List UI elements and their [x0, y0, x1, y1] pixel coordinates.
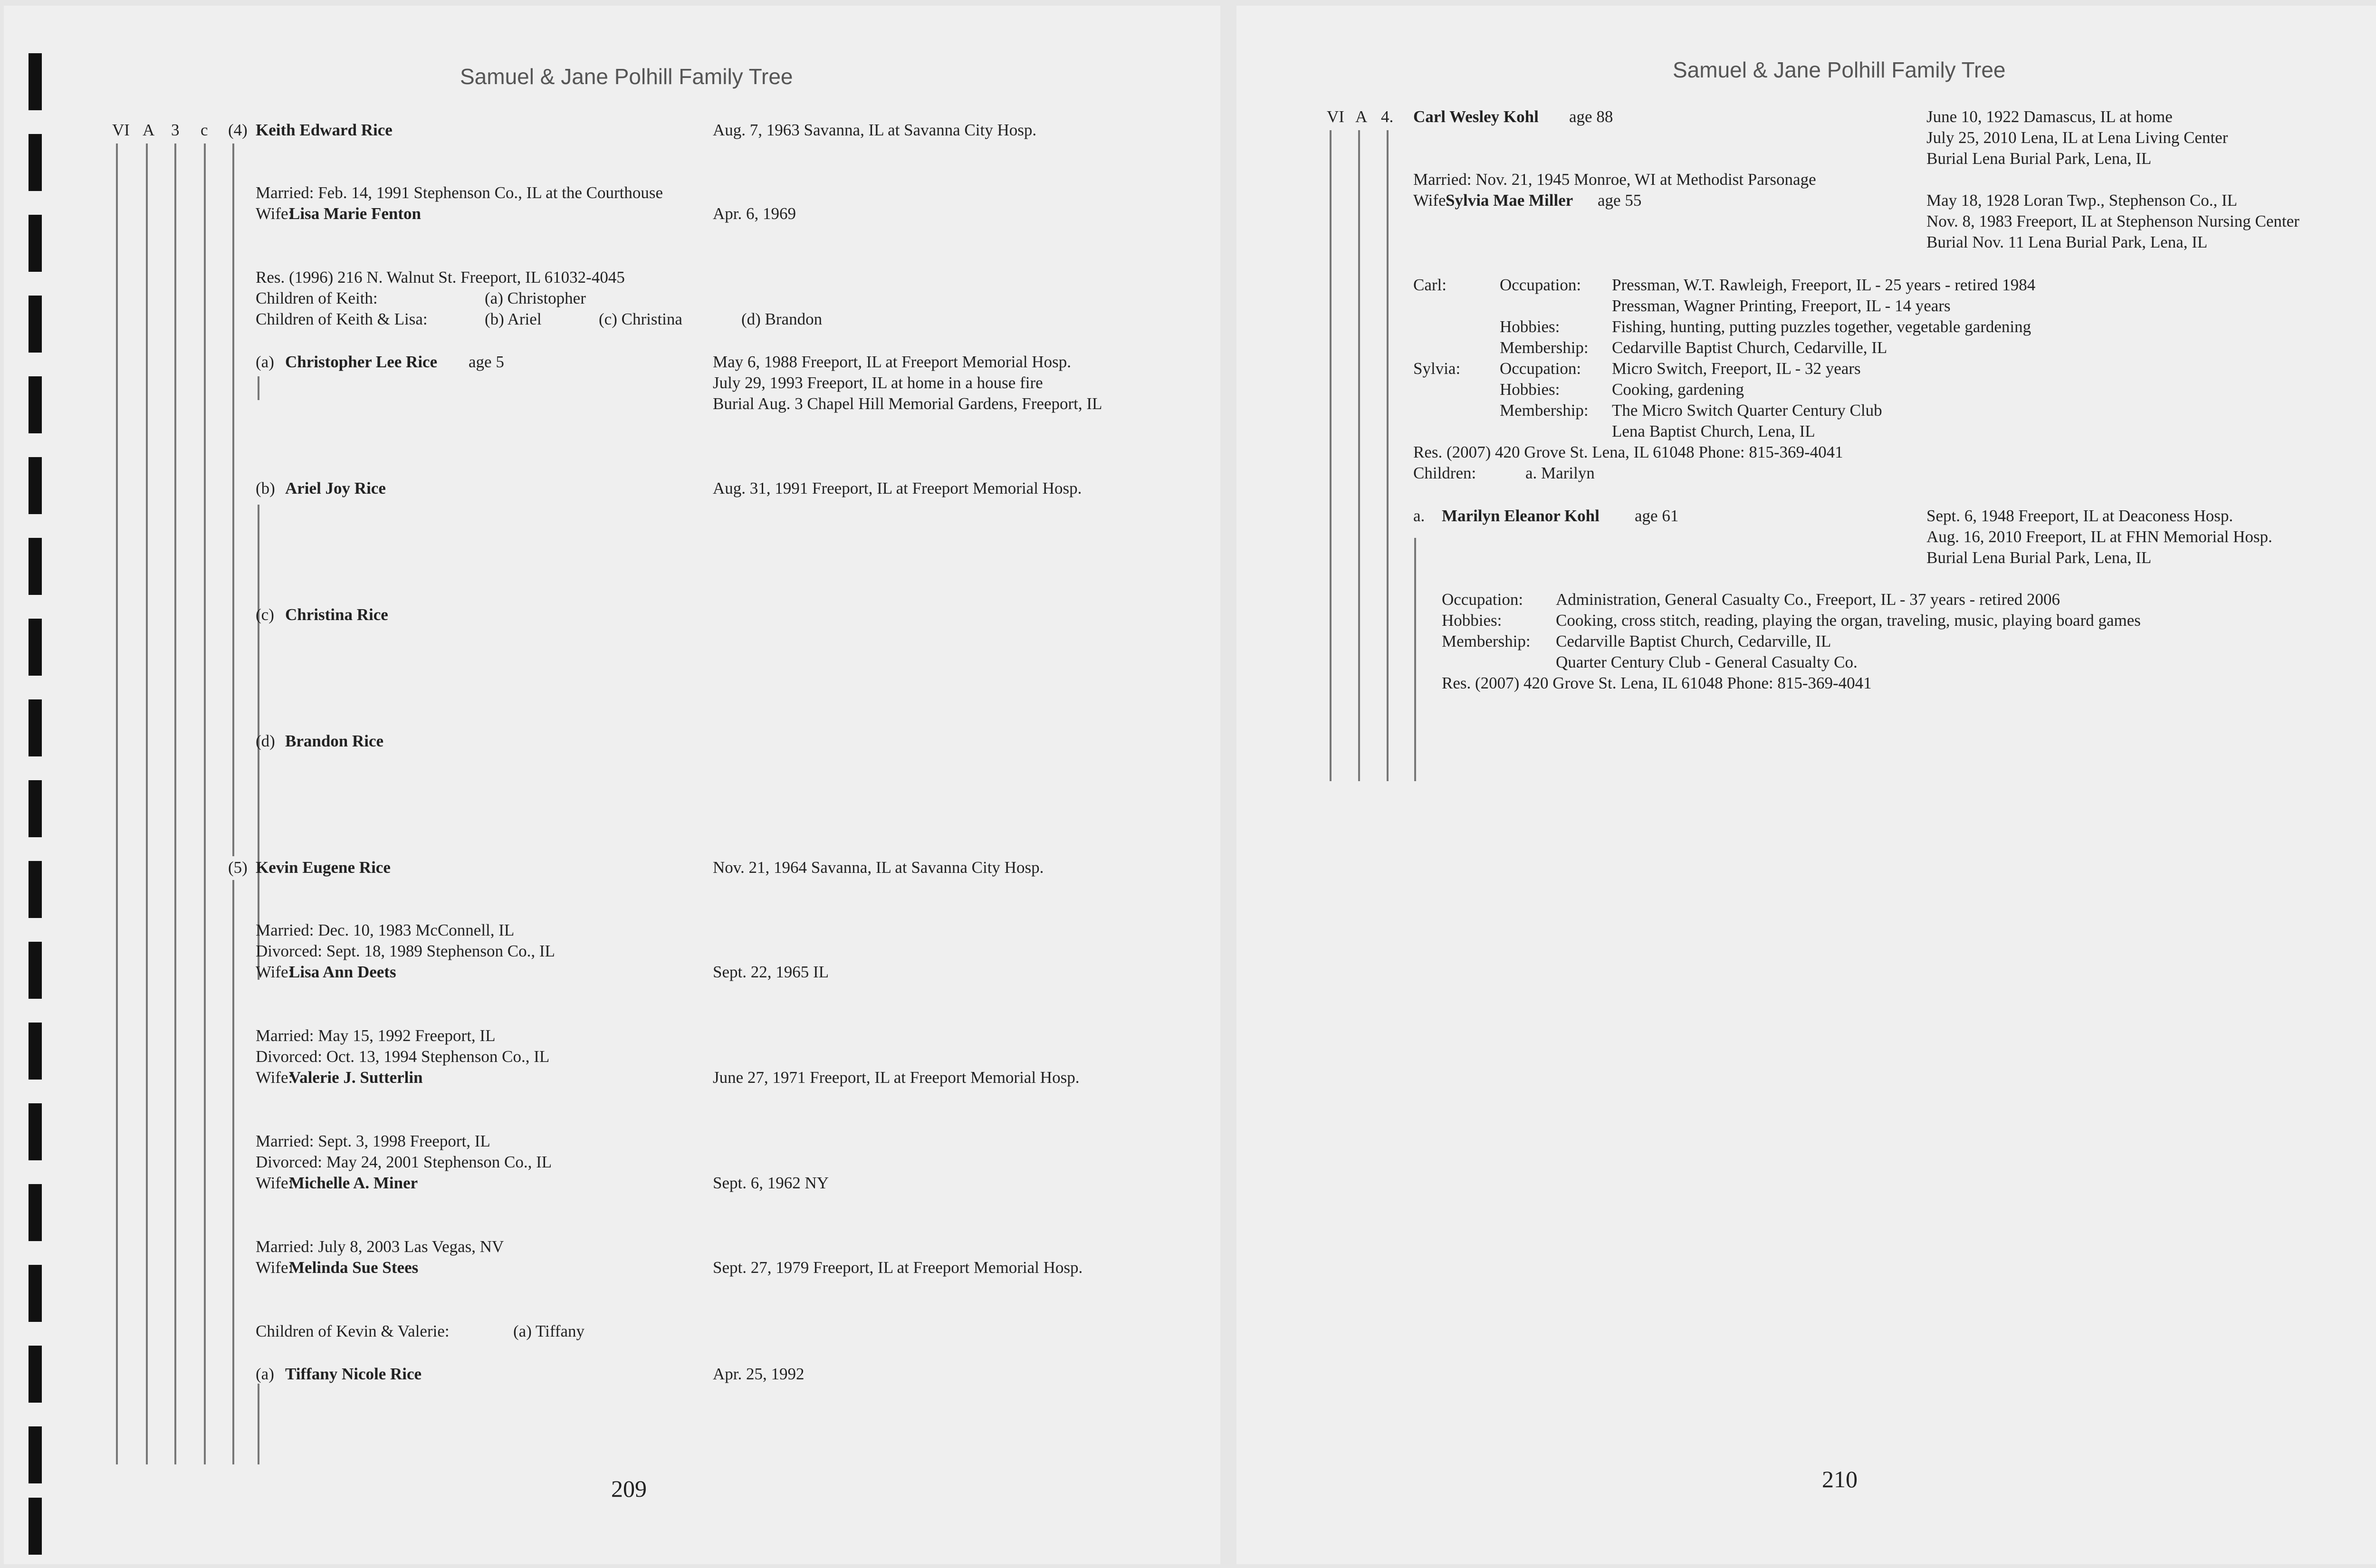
wife-name: Melinda Sue Stees [289, 1258, 419, 1277]
binding-hole [29, 780, 42, 837]
wife-name: Lisa Ann Deets [289, 963, 396, 981]
child-label: (a) [256, 353, 274, 371]
descent-line [1330, 130, 1332, 781]
binding-hole [29, 1426, 42, 1483]
hobbies: Fishing, hunting, putting puzzles together, vegetable gardening [1612, 317, 2031, 336]
child-ref: (a) Tiffany [513, 1322, 585, 1340]
person-name: Ariel Joy Rice [285, 479, 386, 497]
death-info: July 29, 1993 Freeport, IL at home in a house fire [713, 373, 1043, 392]
birth-info: June 10, 1922 Damascus, IL at home [1926, 107, 2173, 126]
person-number: (5) [228, 858, 248, 877]
burial-info: Burial Lena Burial Park, Lena, IL [1926, 149, 2152, 168]
divorce-info: Divorced: Sept. 18, 1989 Stephenson Co., IL [256, 942, 555, 960]
wife-birth: Sept. 27, 1979 Freeport, IL at Freeport Memorial Hosp. [713, 1258, 1083, 1277]
page-title: Samuel & Jane Polhill Family Tree [460, 64, 793, 89]
descent-line [116, 143, 118, 1464]
wife-birth: June 27, 1971 Freeport, IL at Freeport Memorial Hosp. [713, 1068, 1080, 1087]
binding-hole [29, 53, 42, 110]
marriage-info: Married: Sept. 3, 1998 Freeport, IL [256, 1132, 490, 1150]
death-info: Aug. 16, 2010 Freeport, IL at FHN Memorial Hosp. [1926, 527, 2272, 546]
wife-birth: Apr. 6, 1969 [713, 204, 796, 223]
binding-hole [29, 457, 42, 514]
membership: The Micro Switch Quarter Century Club [1612, 401, 1882, 420]
marriage-info: Married: Dec. 10, 1983 McConnell, IL [256, 921, 515, 939]
occupation: Pressman, Wagner Printing, Freeport, IL - 14 years [1612, 296, 1951, 315]
wife-label: Wife: [256, 1174, 293, 1192]
burial-info: Burial Lena Burial Park, Lena, IL [1926, 548, 2152, 567]
birth-info: May 6, 1988 Freeport, IL at Freeport Memorial Hosp. [713, 353, 1071, 371]
hobbies-label: Hobbies: [1442, 611, 1502, 630]
person-label: Carl: [1413, 276, 1447, 294]
death-info: Nov. 8, 1983 Freeport, IL at Stephenson Nursing Center [1926, 212, 2299, 230]
birth-info: Apr. 25, 1992 [713, 1365, 805, 1383]
wife-label: Wife: [256, 1258, 293, 1277]
hobbies-label: Hobbies: [1500, 317, 1560, 336]
descent-line [204, 143, 206, 1464]
wife-name: Michelle A. Miner [289, 1174, 418, 1192]
wife-label: Wife: [256, 1068, 293, 1087]
wife-birth: Sept. 6, 1962 NY [713, 1174, 829, 1192]
descent-line [232, 143, 234, 856]
child-ref: a. Marilyn [1525, 464, 1595, 482]
membership-label: Membership: [1500, 401, 1589, 420]
binding-hole [29, 1023, 42, 1080]
wife-label: Wife: [256, 204, 293, 223]
page-title: Samuel & Jane Polhill Family Tree [1673, 57, 2006, 82]
binding-hole [29, 538, 42, 595]
age: age 55 [1598, 191, 1642, 210]
hobbies: Cooking, cross stitch, reading, playing the organ, traveling, music, playing board games [1556, 611, 2141, 630]
binding-hole [29, 861, 42, 918]
page-number: 209 [611, 1475, 647, 1502]
death-info: July 25, 2010 Lena, IL at Lena Living Center [1926, 128, 2228, 147]
age: age 61 [1635, 507, 1679, 525]
person-name: Marilyn Eleanor Kohl [1442, 507, 1600, 525]
person-name: Carl Wesley Kohl [1413, 107, 1539, 126]
person-name: Brandon Rice [285, 732, 384, 750]
hobbies: Cooking, gardening [1612, 380, 1744, 399]
marriage-info: Married: May 15, 1992 Freeport, IL [256, 1026, 496, 1045]
gen-label-3: 3 [171, 121, 180, 139]
child-ref: (d) Brandon [741, 310, 823, 328]
child-label: (a) [256, 1365, 274, 1383]
occupation: Micro Switch, Freeport, IL - 32 years [1612, 359, 1861, 378]
person-name: Tiffany Nicole Rice [285, 1365, 422, 1383]
descent-line [1387, 130, 1389, 781]
membership: Quarter Century Club - General Casualty Co. [1556, 653, 1858, 671]
residence: Res. (1996) 216 N. Walnut St. Freeport, IL 61032-4045 [256, 268, 625, 287]
gen-label-a: A [1355, 107, 1368, 126]
children-label: Children of Keith & Lisa: [256, 310, 428, 328]
children-label: Children of Keith: [256, 289, 378, 307]
binding-hole [29, 134, 42, 191]
child-ref: (a) Christopher [485, 289, 586, 307]
binding-hole [29, 1265, 42, 1322]
membership-label: Membership: [1500, 338, 1589, 357]
age: age 88 [1569, 107, 1613, 126]
membership: Lena Baptist Church, Lena, IL [1612, 422, 1815, 440]
gen-label-c: c [201, 121, 208, 139]
occupation-label: Occupation: [1442, 590, 1523, 609]
wife-label: Wife: [1413, 191, 1451, 210]
birth-info: Aug. 7, 1963 Savanna, IL at Savanna City Hosp. [713, 121, 1037, 139]
child-label: (d) [256, 732, 275, 750]
gen-label-vi: VI [1327, 107, 1344, 126]
gen-label-4: 4. [1381, 107, 1394, 126]
binding-hole [29, 1346, 42, 1403]
hobbies-label: Hobbies: [1500, 380, 1560, 399]
child-label: (c) [256, 605, 274, 624]
binding-hole [29, 1103, 42, 1160]
page-210 [1236, 6, 2376, 1564]
birth-info: Aug. 31, 1991 Freeport, IL at Freeport Memorial Hosp. [713, 479, 1082, 497]
membership: Cedarville Baptist Church, Cedarville, IL [1612, 338, 1887, 357]
occupation: Pressman, W.T. Rawleigh, Freeport, IL - 25 years - retired 1984 [1612, 276, 2036, 294]
birth-info: May 18, 1928 Loran Twp., Stephenson Co., IL [1926, 191, 2238, 210]
descent-line [174, 143, 176, 1464]
wife-name: Valerie J. Sutterlin [289, 1068, 423, 1087]
binding-hole [29, 296, 42, 353]
descent-line [258, 376, 259, 400]
wife-birth: Sept. 22, 1965 IL [713, 963, 829, 981]
descent-line [1358, 130, 1360, 781]
membership: Cedarville Baptist Church, Cedarville, IL [1556, 632, 1831, 650]
burial-info: Burial Aug. 3 Chapel Hill Memorial Gardens, Freeport, IL [713, 394, 1102, 413]
occupation: Administration, General Casualty Co., Freeport, IL - 37 years - retired 2006 [1556, 590, 2060, 609]
binding-hole [29, 215, 42, 272]
person-name: Christopher Lee Rice [285, 353, 438, 371]
wife-label: Wife: [256, 963, 293, 981]
binding-hole [29, 942, 42, 999]
descent-line [258, 1384, 259, 1464]
marriage-info: Married: Nov. 21, 1945 Monroe, WI at Methodist Parsonage [1413, 170, 1816, 189]
children-label: Children: [1413, 464, 1476, 482]
descent-line [232, 880, 234, 1464]
gen-label-a: A [143, 121, 155, 139]
marriage-info: Married: July 8, 2003 Las Vegas, NV [256, 1237, 504, 1256]
gen-label-vi: VI [112, 121, 130, 139]
binding-hole [29, 1184, 42, 1241]
divorce-info: Divorced: Oct. 13, 1994 Stephenson Co., IL [256, 1047, 550, 1066]
person-label: Sylvia: [1413, 359, 1461, 378]
descent-line [146, 143, 148, 1464]
children-label: Children of Kevin & Valerie: [256, 1322, 450, 1340]
burial-info: Burial Nov. 11 Lena Burial Park, Lena, IL [1926, 233, 2208, 251]
marriage-info: Married: Feb. 14, 1991 Stephenson Co., IL at the Courthouse [256, 183, 663, 202]
page-number: 210 [1822, 1466, 1858, 1492]
page-209 [4, 6, 1220, 1564]
binding-hole [29, 1498, 42, 1555]
birth-info: Nov. 21, 1964 Savanna, IL at Savanna City Hosp. [713, 858, 1044, 877]
binding-hole [29, 699, 42, 756]
birth-info: Sept. 6, 1948 Freeport, IL at Deaconess Hosp. [1926, 507, 2233, 525]
child-ref: (c) Christina [599, 310, 682, 328]
child-label: (b) [256, 479, 275, 497]
child-label: a. [1413, 507, 1425, 525]
person-number: (4) [228, 121, 248, 139]
descent-line [1414, 538, 1416, 781]
membership-label: Membership: [1442, 632, 1531, 650]
wife-name: Lisa Marie Fenton [289, 204, 422, 223]
residence: Res. (2007) 420 Grove St. Lena, IL 61048 Phone: 815-369-4041 [1413, 443, 1843, 461]
divorce-info: Divorced: May 24, 2001 Stephenson Co., IL [256, 1153, 552, 1171]
person-name: Kevin Eugene Rice [256, 858, 391, 877]
occupation-label: Occupation: [1500, 359, 1581, 378]
occupation-label: Occupation: [1500, 276, 1581, 294]
child-ref: (b) Ariel [485, 310, 542, 328]
wife-name: Sylvia Mae Miller [1446, 191, 1573, 210]
person-name: Christina Rice [285, 605, 388, 624]
binding-hole [29, 376, 42, 433]
residence: Res. (2007) 420 Grove St. Lena, IL 61048 Phone: 815-369-4041 [1442, 674, 1872, 692]
person-name: Keith Edward Rice [256, 121, 393, 139]
age: age 5 [469, 353, 504, 371]
binding-hole [29, 619, 42, 676]
